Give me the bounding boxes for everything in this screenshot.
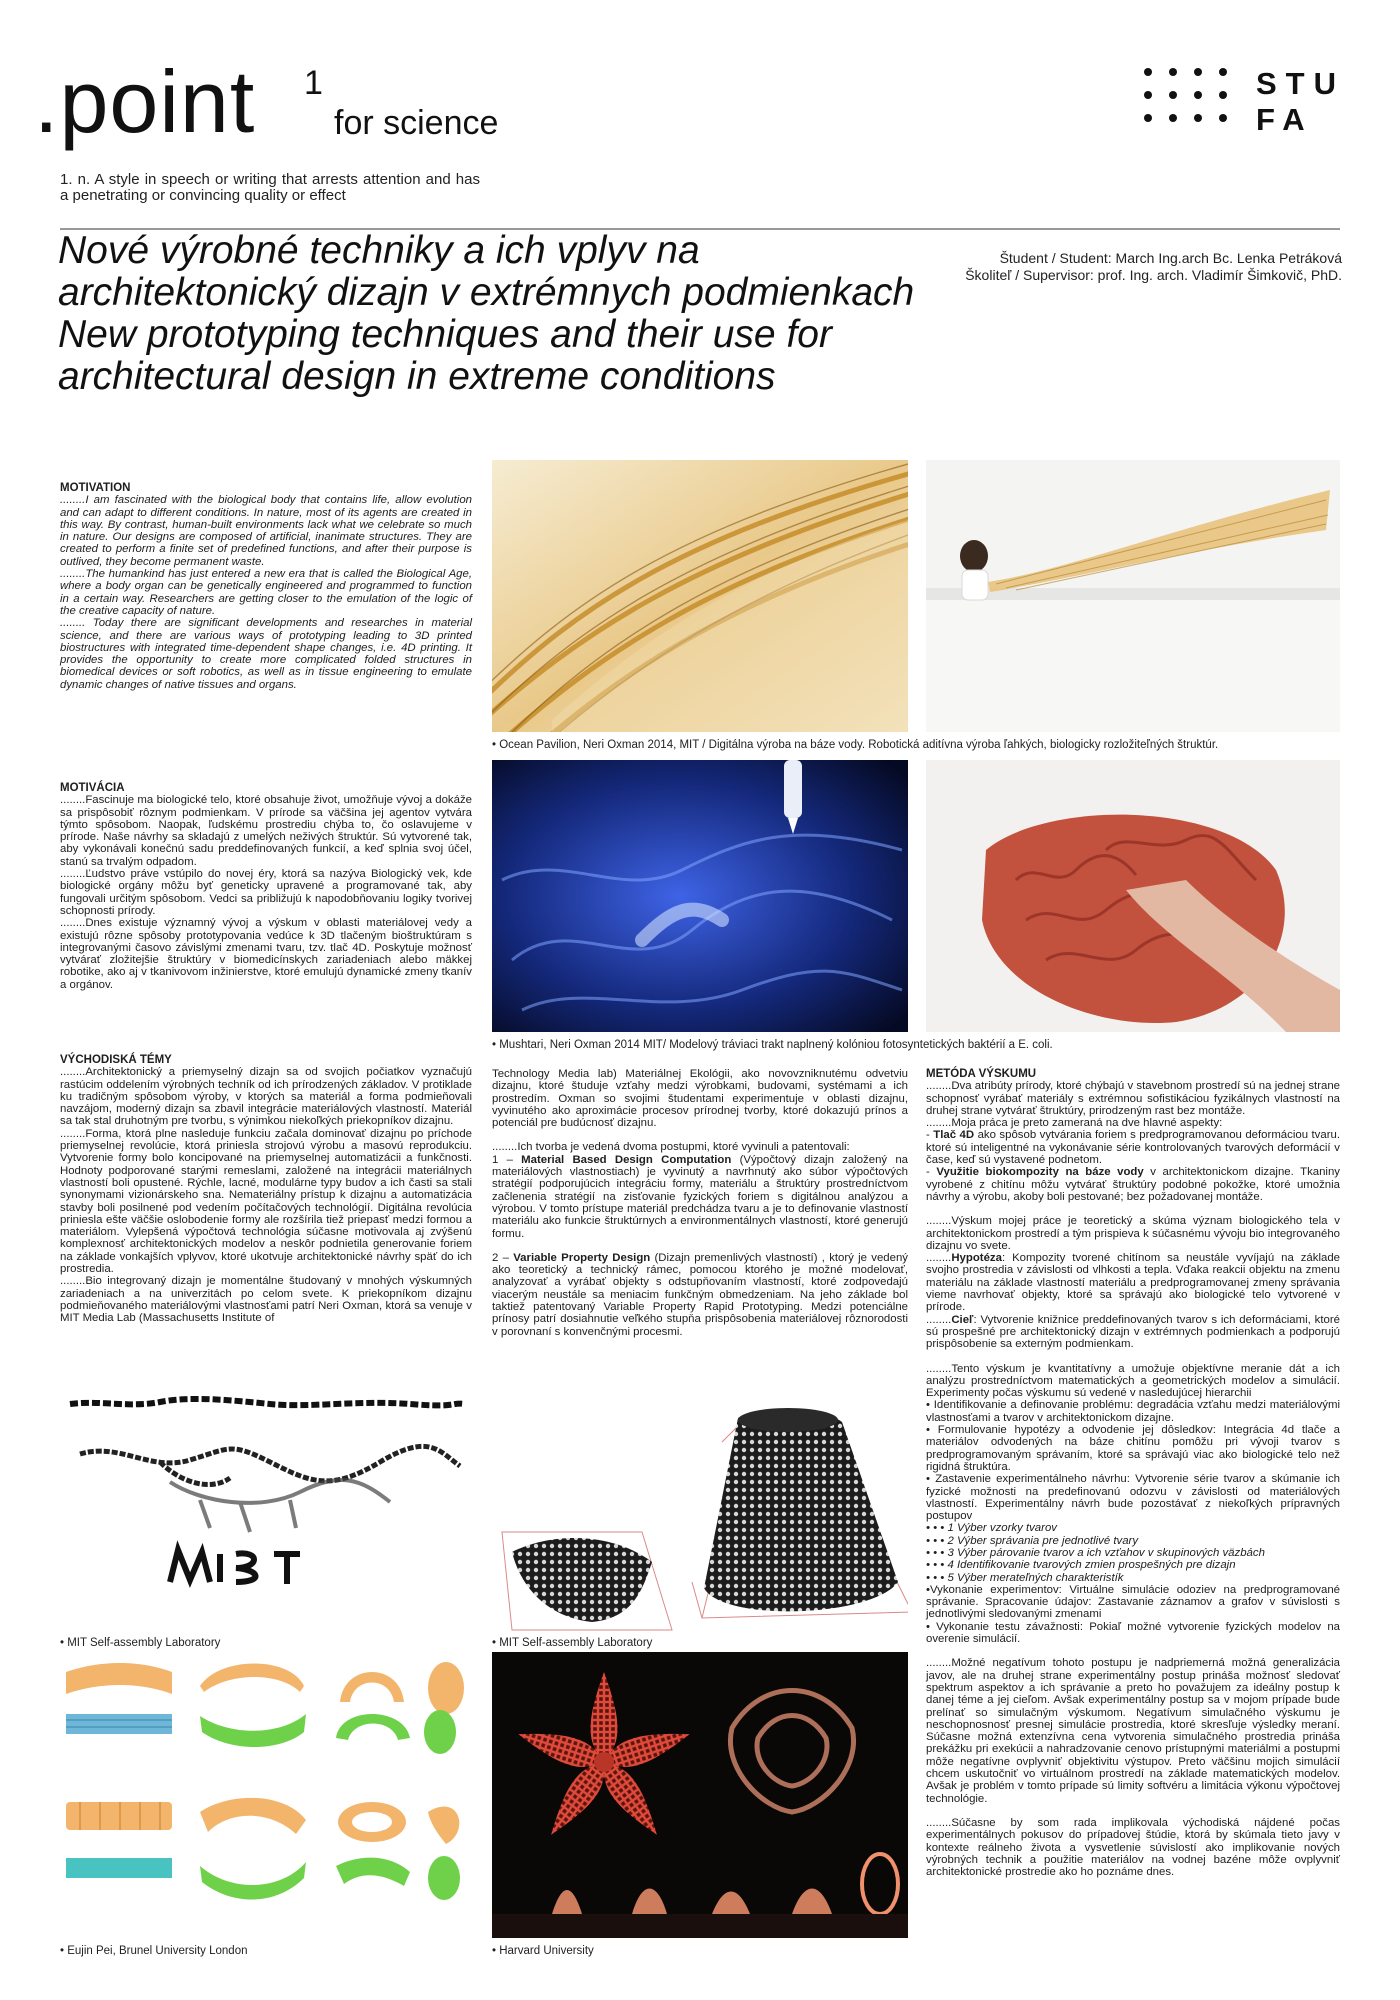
sub-list-item: • • • 4 Identifikovanie tvarových zmien prospešných pre dizajn [926,1559,1236,1572]
supervisor-line: Školiteľ / Supervisor: prof. Ing. arch. Vladimír Šimkovič, PhD. [965,267,1342,283]
aspect-name: Využitie biokompozity na báze vody [936,1166,1144,1179]
section-heading: MOTIVÁCIA [60,782,125,794]
sub-list-item: • • • 5 Výber merateľných charakteristík [926,1571,1124,1584]
mushtari-wearable-photo [926,760,1340,1032]
eujin-pei-samples [60,1652,472,1938]
paragraph: ........Architektonický a priemyselný dizajn sa od svojich počiatkov vyznačujú rastúcim oddelením výrobných techník od ich prírodzených základov. V protiklade ku tradičným spôsobom výroby, v ktorých sa materiál a forma podmieňovali navzájom, moderný dizajn sa zbavil integrácie materiálových vlastností. Materiál sa tak stal druhotným pre tvorbu, s výnimkou niekoľkých priekopníkov dizajnu. [60,1066,472,1128]
list-dash: - [926,1129,934,1142]
list-item: •Vykonanie experimentov: Virtuálne simulácie odoziev na predprogramované správanie. Spracovanie údajov: Zastavanie záznamov a grafov v súvislosti s jednotlivými sledovanými zmenami [926,1583,1340,1621]
list-item: • Zastavenie experimentálneho návrhu: Vytvorenie série tvarov a skúmanie ich fyzické možnosti na predefinovanú odozvu v závislosti od materiálových vlastností. Experimentálny návrh bude pozostávať z niekoľkých prípravných postupov [926,1473,1340,1523]
method-name: Material Based Design Computation [521,1153,732,1166]
brand-superscript: 1 [304,64,323,102]
section-heading: METÓDA VÝSKUMU [926,1068,1037,1080]
paragraph [926,1166,1340,1203]
metoda-section [926,1068,1340,1878]
paragraph: Technology Media lab) Materiálnej Ekológii, ako novovzniknutému odvetviu dizajnu, ktoré študuje vzťahy medzi výrobkami, budovami, systémami a ich prostredím. Oxman so svojimi študentami experimentuje v oblasti dizajnu, vyvinutého ako aproximácie procesov prírodnej tvorby, ktoré dokazujú prínos a potenciál pre budúcnosť dizajnu. [492,1068,908,1130]
list-item: • Vykonanie testu závažnosti: Pokiaľ možné vytvorenie fyzických modelov na overenie simulácií. [926,1620,1340,1646]
pavilion-with-person-photo [926,460,1340,732]
caption-mushtari: • Mushtari, Neri Oxman 2014 MIT/ Modelový tráviaci trakt naplnený kolóniou fotosyntetických baktérií a E. coli. [492,1039,1053,1051]
stu-fa-logo [1142,66,1352,138]
brand-logo [34,52,554,158]
logo-line-stu: STU [1256,66,1345,101]
list-item: • Identifikovanie a definovanie problému: degradácia vzťahu medzi materiálovými vlastnosťami a tvarov v architektonickom dizajne. [926,1399,1340,1424]
vychodiska-section [60,1054,472,1325]
paragraph [492,1252,908,1338]
brand-subtitle: for science [334,104,499,142]
brand-definition: 1. n. A style in speech or writing that arrests attention and has a penetrating or convincing quality or effect [60,171,480,204]
paragraph: ........Forma, ktorá plne nasleduje funkciu začala dominovať dizajnu po príchode priemyselnej revolúcie, ktorá priniesla strojovú výrobu a masovú reprodukciu. Vytvorenie formy bolo koncipované na priemyselnej automatizácii a funkčnosti. Hodnoty podporované starými remeslami, založené na integrácii materiálnych vlastností boli opustené. Rýchle, lacné, modulárne typy budov a ich časti sa stali synonymami vizionárskeho sna. Nemateriálny prístup k dizajnu a automatizácia stavby boli posilnené pod vedením počítačových technológií. Digitálna revolúcia priniesla ešte väčšie oslobodenie formy ale rozšírila tiež priepasť medzi formou a materiálom. Vylepšená výpočtová technológia súčasne motivovala aj zvýšenú komplexnosť architektonických modelov a neskôr podnietila generovanie foriem na základe vonkajších vplyvov, ktoré ukotvuje architektonické návrhy späť do ich prostredia. [60,1127,472,1276]
sub-list-item: • • • 3 Výber párovanie tvarov a ich vzťahov v skupinových väzbách [926,1546,1265,1559]
title-slovak: Nové výrobné techniky a ich vplyv na architektonický dizajn v extrémnych podmienkach [58,229,915,314]
paragraph: ........I am fascinated with the biological body that contains life, allow evolution and can adapt to different conditions. In nature, most of its agents are created in this way. By contrast, human-built environments lack what we celebrate so much in nature. Our designs are composed of artificial, inanimate structures. They are created to perform a finite set of predefined functions, and after their purpose is outlived, they become permanent waste. [60,494,472,568]
section-heading: MOTIVATION [60,482,131,494]
list-dash: - [926,1166,937,1179]
paragraph: ........Ľudstvo práve vstúpilo do novej éry, ktorá sa nazýva Biologický vek, kde biologické orgány môžu byť geneticky upravené a programované tak, aby fungovali určitým spôsobom. Vedci sa približujú k napodobňovaniu logiky tvorivej schopnosti prírody. [60,868,472,917]
student-line: Študent / Student: March Ing.arch Bc. Lenka Petráková [999,250,1342,266]
term: Hypotéza [951,1252,1002,1265]
caption-mit-right: • MIT Self-assembly Laboratory [492,1637,653,1649]
brand-wordmark: .point [34,52,256,151]
method-name: Variable Property Design [513,1251,651,1264]
list-item: • Formulovanie hypotézy a odvodenie jej dôsledkov: Integrácia 4d tlače a materiálov odvodených na báze chitínu pomôžu pri vývoji tvarov s predprogramovaným správaním, ktoré sa správajú viac ako biologické telo než rigidná štruktúra. [926,1424,1340,1473]
section-heading: VÝCHODISKÁ TÉMY [60,1054,172,1066]
aspect-description: v architektonickom dizajne. Tkaniny vyrobené z chitínu môžu vytvárať štruktúry podobné pokožke, ktoré umožnia návrhy a výrobu, akoby boli pestované; bez požadovanej montáže. [926,1166,1340,1203]
paragraph: ........Fascinuje ma biologické telo, ktoré obsahuje život, umožňuje vývoj a dokáže sa prispôsobiť rôznym podmienkam. V prírode sa väčšina jej agentov vytvára týmto spôsobom. Naopak, ľudskému prostrediu chýba to, čo oslavujeme v prírode. Naše návrhy sa skladajú z umelých neživých štruktúr. Sú vytvorené tak, aby vykonávali konečnú sadu preddefinovaných funkcií, a keď splnia svoj účel, stanú sa trvalým odpadom. [60,794,472,868]
paragraph: ........Tento výskum je kvantitatívny a umožuje objektívne meranie dát a ich analýzu prostredníctvom matematických a geometrických modelov a simulácií. Experimenty počas výskumu sú vedené v nasledujúcej hierarchii [926,1362,1340,1400]
mit-self-assembly-sketch [60,1382,472,1628]
paragraph: ........Bio integrovaný dizajn je momentálne študovaný v mnohých výskumných zariadeniach a na univerzitách po celom svete. K priekopníkom dizajnu podmieňovaného materiálovými vlastnosťami patrí Neri Oxman, ktorá sa venuje v MIT Media Lab (Massachusetts Institute of [60,1275,472,1325]
caption-mit-left: • MIT Self-assembly Laboratory [60,1637,221,1649]
motivation-en-section [60,482,472,691]
paragraph: ........The humankind has just entered a new era that is called the Biological Age, where a body organ can be genetically engineered and programmed to function in a certain way. Researchers are getting closer to the emulation of the logic of the creative capacity of nature. [60,568,472,617]
method-description: (Výpočtový dizajn založený na materiálových vlastnostiach) je vyvinutý a navrhnutý ako súbor výpočtových stratégií podporujúcich integráciu formy, materiálu a štruktúry prostredníctvom začlenenia stratégií na zisťovanie fyzických foriem s digitálnou analýzou a výrobou. V tomto prístupe materiál predchádza tvaru a je to definovanie vlastností materiálu ako funkcie štruktúrnych a environmentálnych vlastností, ktoré generujú formu. [492,1153,909,1240]
title-block [58,230,928,398]
caption-eujin: • Eujin Pei, Brunel University London [60,1945,248,1957]
dots-grid-icon [1142,66,1242,138]
mushtari-blue-photo [492,760,908,1032]
ocean-pavilion-photo [492,460,908,732]
dots: ........ [926,1313,952,1326]
sub-list-item: • • • 2 Výber správania pre jednotlivé tvary [926,1534,1139,1547]
author-block [920,250,1342,284]
dots: ........ [926,1252,952,1265]
list-number: 2 – [492,1251,514,1264]
aspect-description: ako spôsob vytvárania foriem s predprogramovanou deformáciou tvaru. ktoré sú inteligentné na vykonávanie série kontrolovaných tvarových deformácií v čase, keď sú vystavené podnetom. [926,1129,1340,1167]
paragraph: ........Možné negatívum tohoto postupu je nadpriemerná možná generalizácia javov, ale na druhej strane experimentálny postup prináša možnosť sledovať spektrum aspektov a ich správanie a preto ho považujem za ideálny postup k danej téme a jej cieľom. Avšak experimentálny postup sa v mojom prípade bude prelínať so simulačným výskumom. Negatívum simulačného výskumu je neschopnosnosť presnej simulácie prostredia, ktoré skresľuje výsledky meraní. Súčasne možná extenzívna cena vytvorenia simulačného prostredia prináša prekážku pri exekúcii a nahradzovanie cenovo prístupnými materiálmi a postupmi môže negatívne ovplyvniť objektivitu výstupov. Preto väčšinu mojich simulácií chcem uskutočniť vo virtuálnom prostredí na základe matematických modelov. Avšak je problém v tomto prípade sú limity softvéru a limitácia výkonu výpočtovej technológie. [926,1657,1340,1805]
paragraph: ........Ich tvorba je vedená dvoma postupmi, ktoré vyvinuli a patentovali: [492,1141,850,1154]
paragraph: ........ Today there are significant developments and researches in material science, and there are various ways of prototyping leading to 3D printed biostructures with integrated time-dependent shape changes, i.e. 4D printing. It provides the opportunity to create more complicated folded structures in biomedical devices or soft robotics, as well as in tissue engineering to emulate dynamic changes of native tissues and organs. [60,617,472,691]
mit-self-assembly-objects [492,1382,908,1634]
paragraph: ........Dnes existuje významný vývoj a výskum v oblasti materiálovej vedy a existujú rôzne spôsoby prototypovania vedúce k 3D tlačeným bioštruktúram s integrovanými časovo závislými zmenami tvaru, tzv. tlač 4D. Poskytuje možnosť vytvárať zložitejšie štruktúry v biomedicínskych zariadeniach alebo mäkkej robotike, ako aj v tkanivovom inžinierstve, ktoré emulujú dynamické zmeny tkanív a orgánov. [60,917,472,991]
motivation-sk-section [60,782,472,991]
harvard-lattice-photo [492,1652,908,1938]
caption-ocean-pavilion: • Ocean Pavilion, Neri Oxman 2014, MIT / Digitálna výroba na báze vody. Robotická aditívna výroba ľahkých, biologicky rozložiteľných štruktúr. [492,739,1219,751]
term-description: : Kompozity tvorené chitínom sa neustále vyvíjajú na základe svojho prostredia v závislosti od vlhkosti a tepla. Vďaka reakcii objektu na zmenu materiálu na základe vlastností materiálu a predprogramovanej zmeny správania vieme navrhovať objekty, ktoré sa správajú ako biologické telo vytvorené v prírode. [926,1252,1340,1314]
middle-text-section [492,1068,908,1338]
list-number: 1 – [492,1153,522,1166]
method-description: (Dizajn premenlivých vlastností) , ktorý je vedený ako teoretický a technický rámec, pomocou ktorého je možné modelovať, analyzovať a vyrábať objekty s odstupňovaním vlastností, ktoré zodpovedajú viacerým neustále sa meniacim funkčným obmedzeniam. Na jeho základe bol taktiež patentovaný Variable Property Rapid Prototyping. Medzi potenciálne prínosy patrí dosiahnutie veľkého stupňa prispôsobenia materiálovej rôznorodosti v porovnaní s konvenčnými procesmi. [492,1251,909,1338]
sub-list-item: • • • 1 Výber vzorky tvarov [926,1522,1057,1535]
paragraph: ........Moja práca je preto zameraná na dve hlavné aspekty: [926,1117,1223,1130]
aspect-name: Tlač 4D [933,1129,975,1142]
paragraph [926,1129,1340,1166]
paragraph [492,1154,908,1240]
logo-text [1256,66,1345,138]
term-description: : Vytvorenie knižnice preddefinovaných tvarov s ich deformáciami, ktoré sú prospešné pre architektonický dizajn v extrémnych podmienkach a podporujú prispôsobenie sa externým podmienkam. [926,1313,1340,1351]
paragraph: ........Súčasne by som rada implikovala východiská nájdené počas experimentálnych pokusov do prípadovej štúdie, ktorá by skúmala tieto javy v kontexte reálneho života a vysvetlenie súvislostí ako implikovanie nových výrobných technik a použitie materiálov na vodnej bazéne môže ovplyvniť architektonické prostredie ako ho poznáme dnes. [926,1816,1340,1879]
paragraph: ........Výskum mojej práce je teoretický a skúma význam biologického tela v architektonickom prostredí a tým prispieva k súčasnému vývoju bio integrovaného dizajnu vo svete. [926,1215,1340,1252]
paragraph: ........Dva atribúty prírody, ktoré chýbajú v stavebnom prostredí sú na jednej strane schopnosť vyrábať materiály s extrémnou sofistikáciou fyzikálnych vlastností na druhej strane vytvárať štruktúry, prirodzeným rast bez montáže. [926,1080,1340,1117]
paragraph [926,1314,1340,1351]
logo-line-fa: FA [1256,102,1314,137]
title-english: New prototyping techniques and their use for architectural design in extreme conditions [58,313,832,398]
paragraph [926,1252,1340,1313]
caption-harvard: • Harvard University [492,1945,594,1957]
term: Cieľ [951,1313,974,1326]
